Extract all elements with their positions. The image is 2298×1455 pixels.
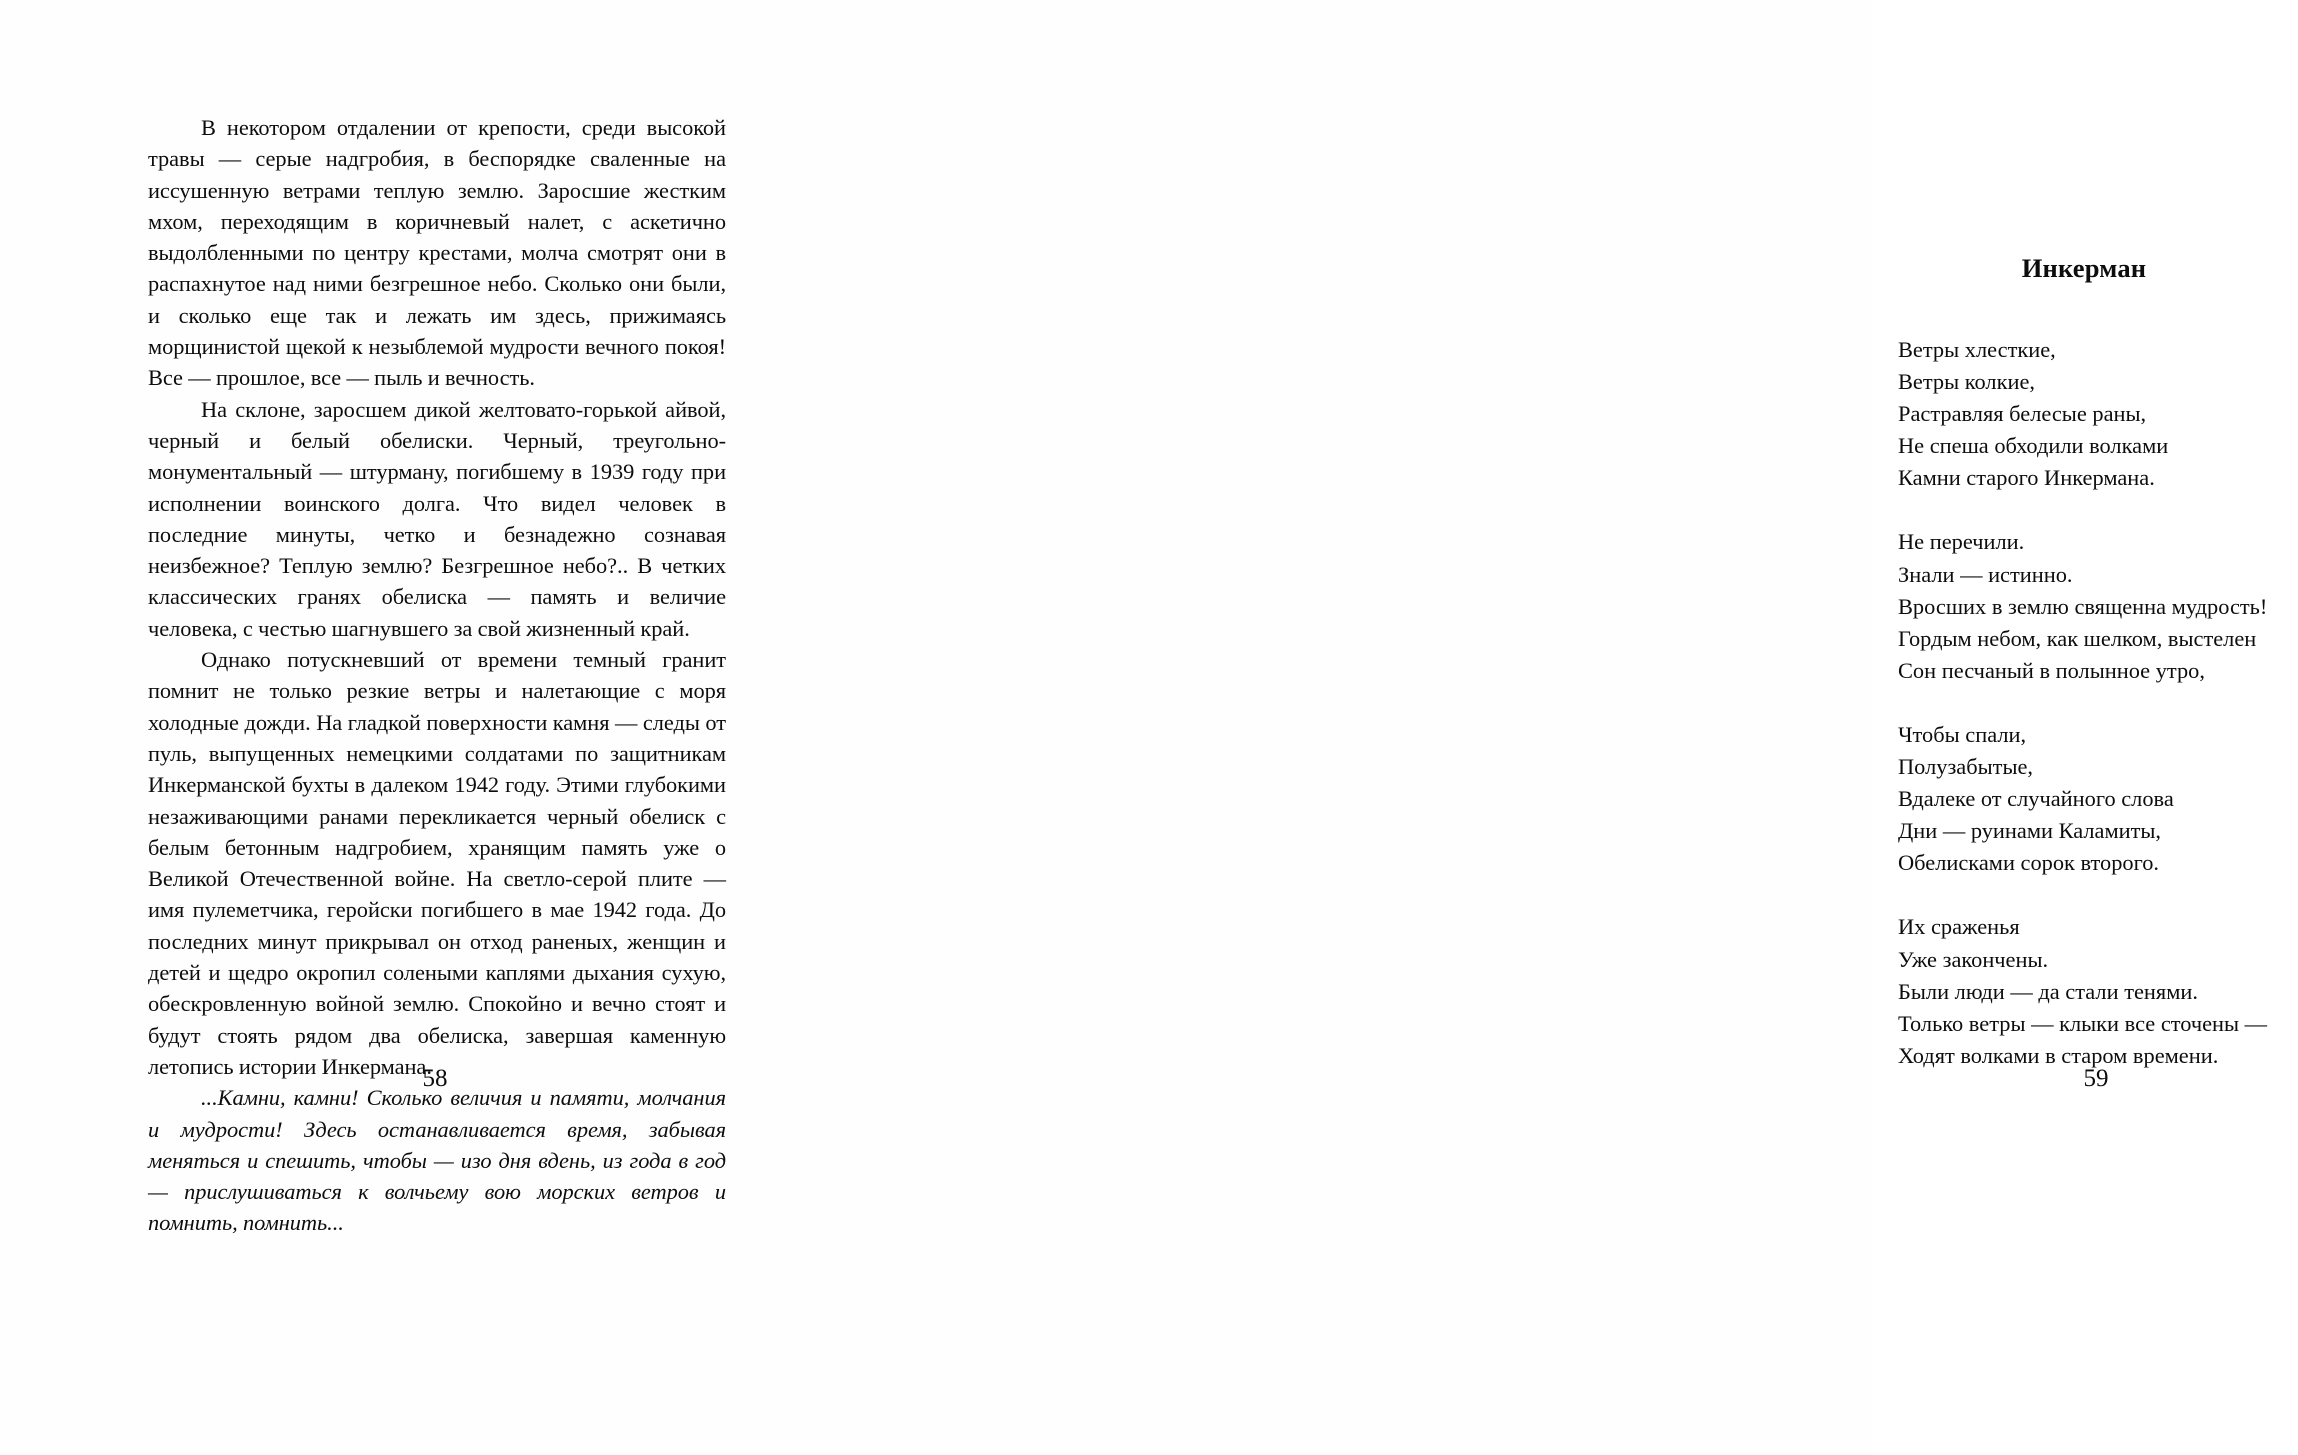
verse-line: Вдалеке от случайного слова — [1898, 786, 2174, 812]
page-number-right: 59 — [2083, 1065, 2109, 1092]
poem-title: Инкерман — [2021, 253, 2147, 283]
paragraph: Однако потускневший от времени темный гранит помнит не только резкие ветры и налетающие с моря холодные дожди. На гладкой поверхности камня — следы от пуль, выпущенных немецкими солдатами по защитникам Инкерманской бухты в далеком 1942 году. Этими глубокими незаживающими ранами перекликается черный обелиск с белым бетонным надгробием, хранящим память уже о Великой Отечественной войне. На светло-серой плите — имя пулеметчика, геройски погибшего в мае 1942 года. До последних минут прикрывал он отход раненых, женщин и детей и щедро окропил солеными каплями дыхания сухую, обескровленную войной землю. Спокойно и вечно стоят и будут стоять рядом два обелиска, завершая каменную летопись истории Инкермана. — [148, 647, 726, 1079]
verse-line: Камни старого Инкермана. — [1898, 465, 2155, 491]
page-58 — [0, 0, 935, 1455]
verse-line: Только ветры — клыки все сточены — — [1898, 1010, 2268, 1036]
verse-line: Растравляя белесые раны, — [1898, 401, 2147, 427]
verse-line: Ветры колкие, — [1898, 369, 2035, 395]
verse-line: Были люди — да стали тенями. — [1898, 978, 2198, 1004]
paragraph: На склоне, заросшем дикой желтовато-горькой айвой, черный и белый обелиски. Черный, треугольно-монументальный — штурману, погибшему в 1939 году при исполнении воинского долга. Что видел человек в последние минуты, четко и безнадежно сознавая неизбежное? Теплую землю? Безгрешное небо?.. В четких классических гранях обелиска — память и величие человека, с честью шагнувшего за свой жизненный край. — [148, 396, 726, 641]
poem-stanza — [1898, 911, 2298, 1071]
verse-line: Не перечили. — [1898, 529, 2025, 555]
poem-stanza — [1898, 334, 2298, 494]
verse-line: Чтобы спали, — [1898, 721, 2027, 747]
verse-line: Вросших в землю священна мудрость! — [1898, 593, 2268, 619]
verse-line: Сон песчаный в полынное утро, — [1898, 657, 2205, 683]
page-number-left: 58 — [422, 1065, 448, 1092]
poem-stanza — [1898, 526, 2298, 686]
paragraph: В некотором отдалении от крепости, среди высокой травы — серые надгробия, в беспорядке сваленные на иссушенную ветрами теплую землю. Заросшие жестким мхом, переходящим в коричневый налет, с аскетично выдолбленными по центру крестами, молча смотрят они в распахнутое над ними безгрешное небо. Сколько они были, и сколько еще так и лежать им здесь, прижимаясь морщинистой щекой к незыблемой мудрости вечного покоя! Все — прошлое, все — пыль и вечность. — [148, 115, 726, 391]
verse-line: Ветры хлесткие, — [1898, 337, 2056, 362]
verse-line: Обелисками сорок второго. — [1898, 850, 2160, 876]
verse-line: Знали — истинно. — [1898, 561, 2073, 587]
verse-line: Их сраженья — [1898, 914, 2020, 940]
verse-line: Полузабытые, — [1898, 754, 2034, 780]
poem-stanza — [1898, 719, 2298, 879]
poem-body — [1898, 334, 2298, 1072]
verse-line: Ходят волками в старом времени. — [1898, 1042, 2219, 1068]
verse-line: Гордым небом, как шелком, выстелен — [1898, 625, 2257, 651]
verse-line: Уже закончены. — [1898, 946, 2049, 972]
page-59 — [936, 0, 2268, 1455]
paragraph-italic: ...Камни, камни! Сколько величия и памяти, молчания и мудрости! Здесь останавливается время, забывая меняться и спешить, чтобы — изо дня вдень, из года в год — прислушиваться к волчьему вою морских ветров и помнить, помнить... — [148, 1085, 726, 1236]
verse-line: Не спеша обходили волками — [1898, 433, 2169, 459]
verse-line: Дни — руинами Каламиты, — [1898, 818, 2162, 844]
